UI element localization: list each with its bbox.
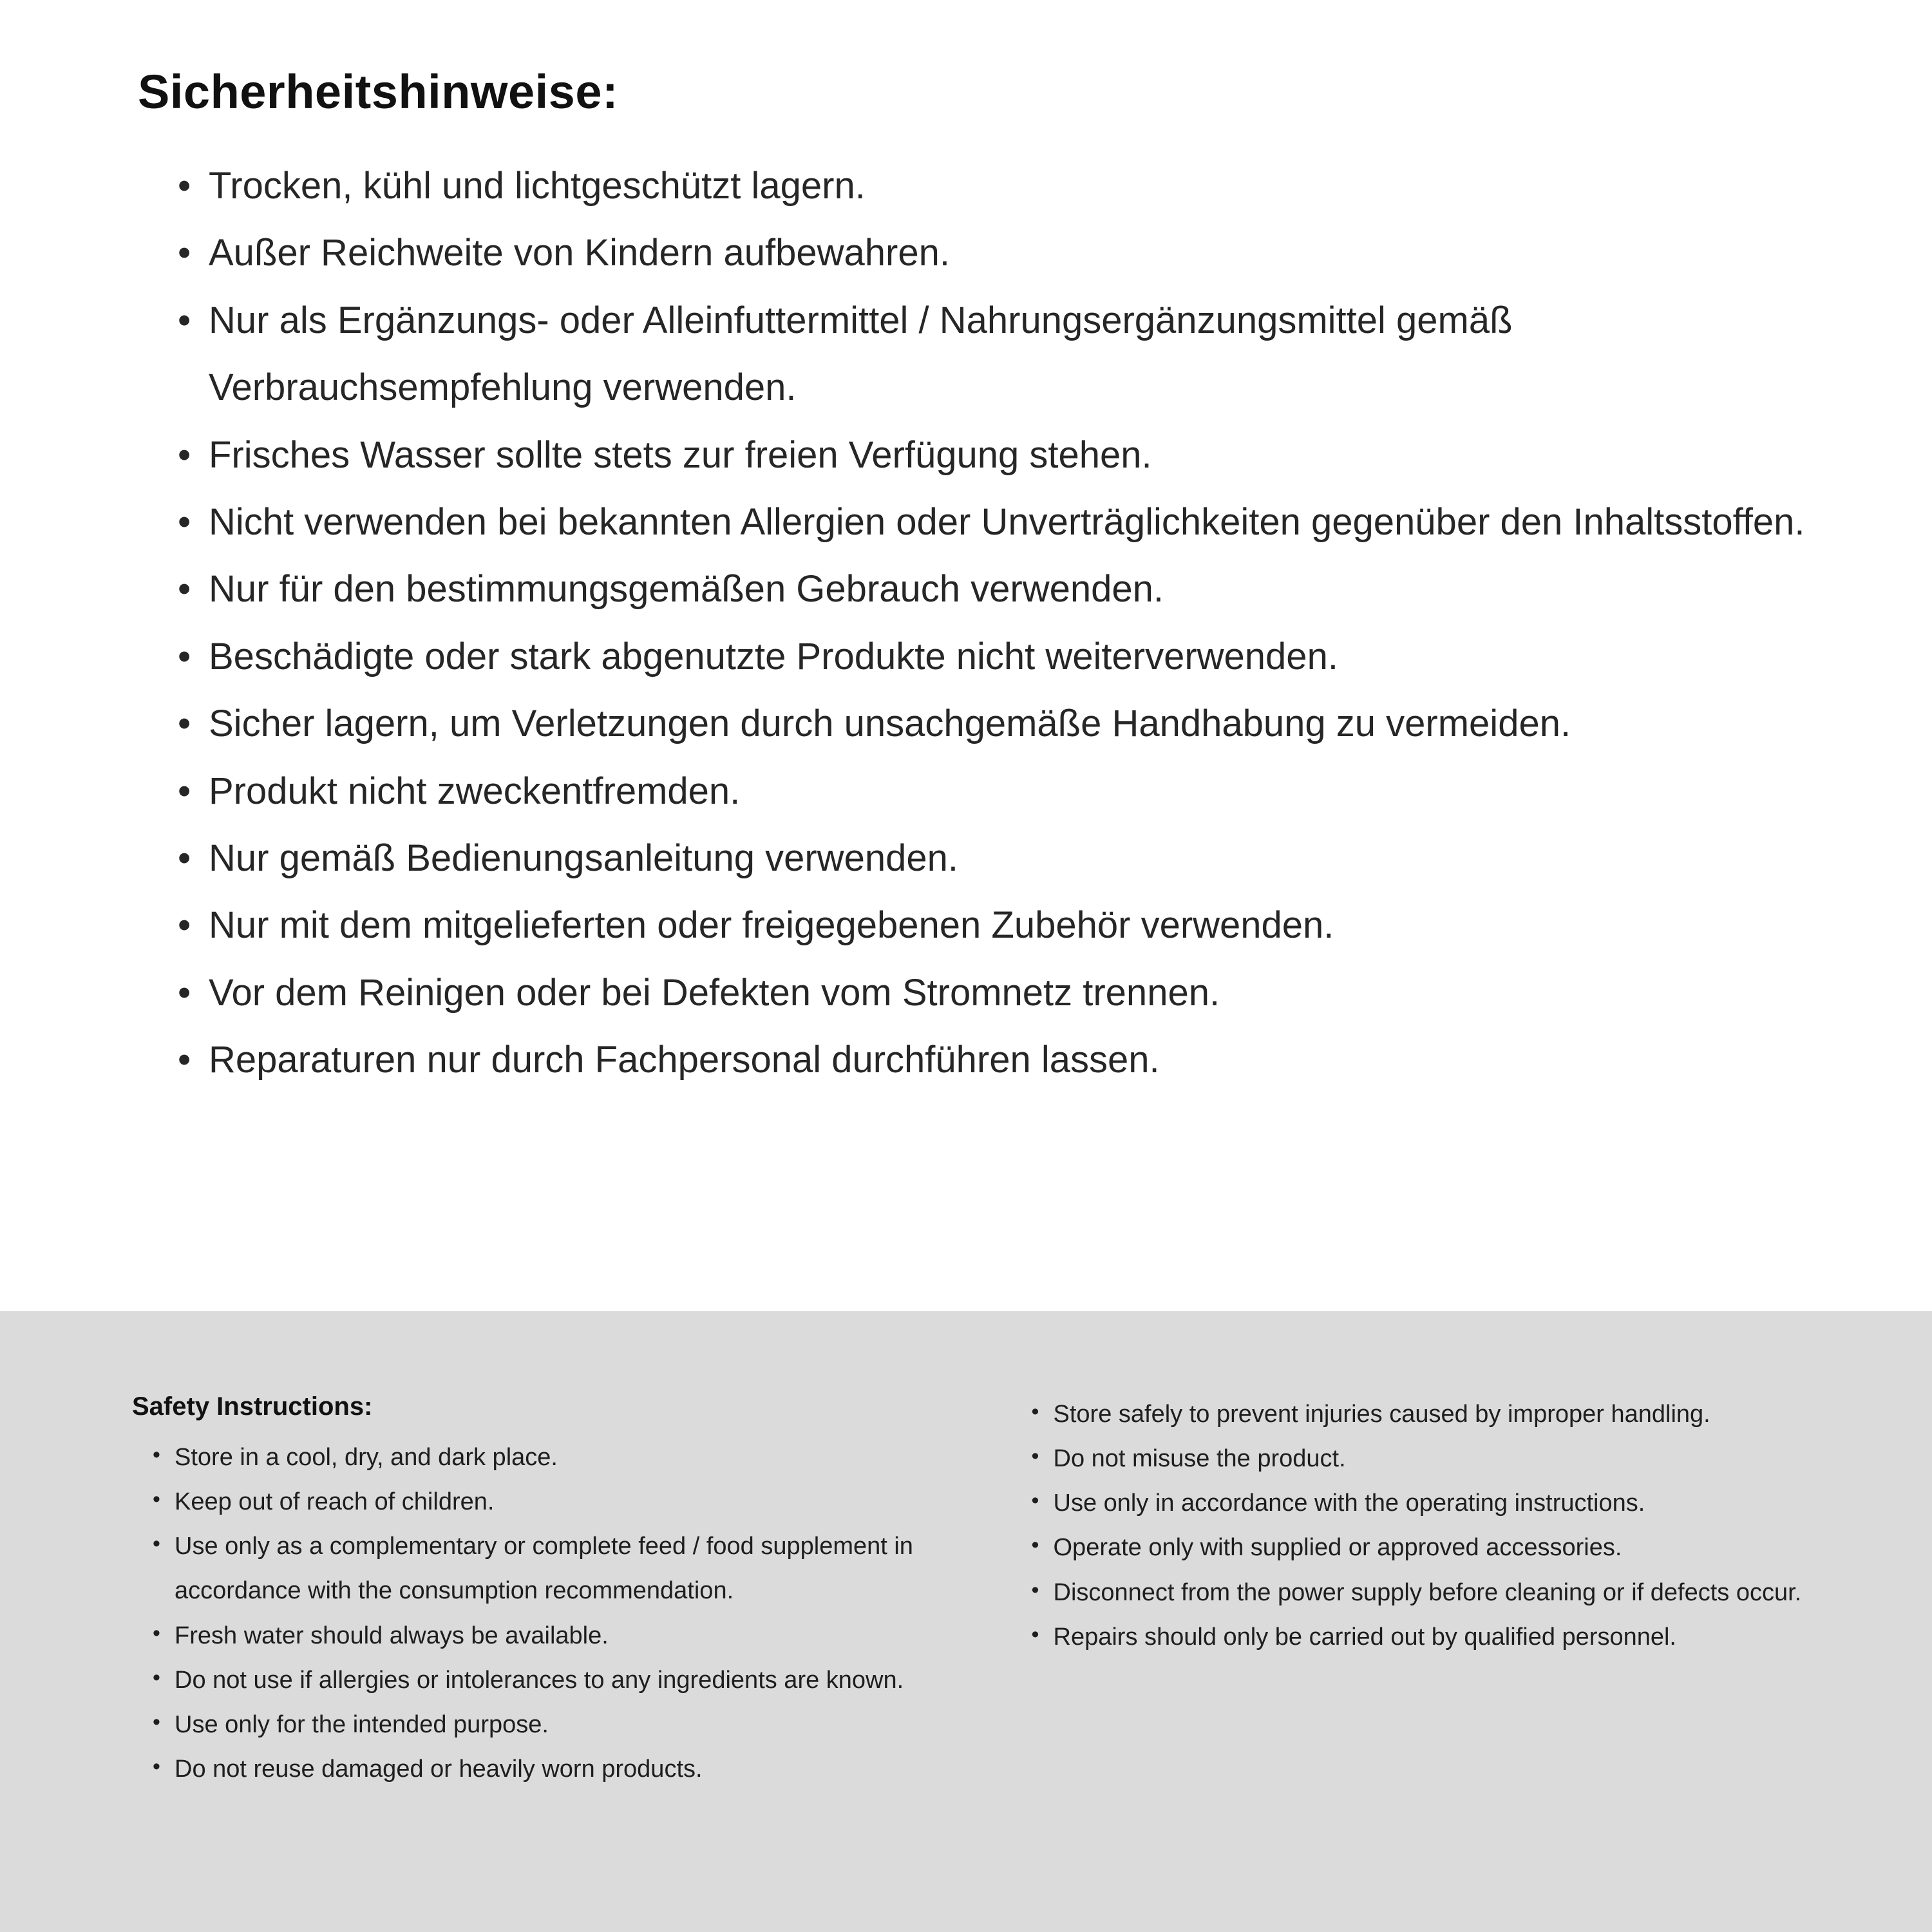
list-item: • Store in a cool, dry, and dark place. (150, 1435, 939, 1480)
list-item: • Do not reuse damaged or heavily worn products. (150, 1747, 939, 1792)
english-section-heading: Safety Instructions: (132, 1392, 373, 1421)
list-item: • Außer Reichweite von Kindern aufbewahren. (174, 220, 1810, 287)
list-item: • Do not misuse the product. (1029, 1437, 1821, 1481)
list-item: • Reparaturen nur durch Fachpersonal durchführen lassen. (174, 1027, 1810, 1094)
list-item: • Nur mit dem mitgelieferten oder freigegebenen Zubehör verwenden. (174, 892, 1810, 959)
list-item: • Nur als Ergänzungs- oder Alleinfuttermittel / Nahrungsergänzungsmittel gemäß Verbrauchsempfehlung verwenden. (174, 287, 1810, 422)
list-item: • Store safely to prevent injuries caused by improper handling. (1029, 1392, 1821, 1437)
german-safety-list (174, 153, 1810, 1094)
list-item: • Sicher lagern, um Verletzungen durch unsachgemäße Handhabung zu vermeiden. (174, 690, 1810, 757)
list-item: • Keep out of reach of children. (150, 1480, 939, 1524)
list-item: • Fresh water should always be available. (150, 1614, 939, 1658)
english-safety-section (0, 1311, 1932, 1932)
list-item: • Vor dem Reinigen oder bei Defekten vom Stromnetz trennen. (174, 960, 1810, 1027)
list-item: • Trocken, kühl und lichtgeschützt lagern. (174, 153, 1810, 220)
list-item: • Nur für den bestimmungsgemäßen Gebrauch verwenden. (174, 556, 1810, 623)
list-item: • Use only in accordance with the operating instructions. (1029, 1481, 1821, 1526)
list-item: • Disconnect from the power supply before cleaning or if defects occur. (1029, 1571, 1821, 1615)
list-item: • Use only as a complementary or complete feed / food supplement in accordance with the consumption recommendation. (150, 1524, 939, 1613)
list-item: • Use only for the intended purpose. (150, 1703, 939, 1747)
german-section-heading: Sicherheitshinweise: (138, 65, 619, 118)
list-item: • Do not use if allergies or intolerances to any ingredients are known. (150, 1658, 939, 1703)
list-item: • Frisches Wasser sollte stets zur freien Verfügung stehen. (174, 422, 1810, 489)
list-item: • Operate only with supplied or approved accessories. (1029, 1526, 1821, 1570)
english-safety-list-left (150, 1435, 939, 1792)
list-item: • Nur gemäß Bedienungsanleitung verwenden. (174, 825, 1810, 892)
english-right-column (1029, 1392, 1836, 1932)
english-safety-list-right (1029, 1392, 1821, 1660)
list-item: • Beschädigte oder stark abgenutzte Produkte nicht weiterverwenden. (174, 623, 1810, 690)
list-item: • Repairs should only be carried out by qualified personnel. (1029, 1615, 1821, 1660)
list-item: • Nicht verwenden bei bekannten Allergien oder Unverträglichkeiten gegenüber den Inhaltsstoffen. (174, 489, 1810, 556)
english-left-column (132, 1392, 939, 1932)
list-item: • Produkt nicht zweckentfremden. (174, 758, 1810, 825)
